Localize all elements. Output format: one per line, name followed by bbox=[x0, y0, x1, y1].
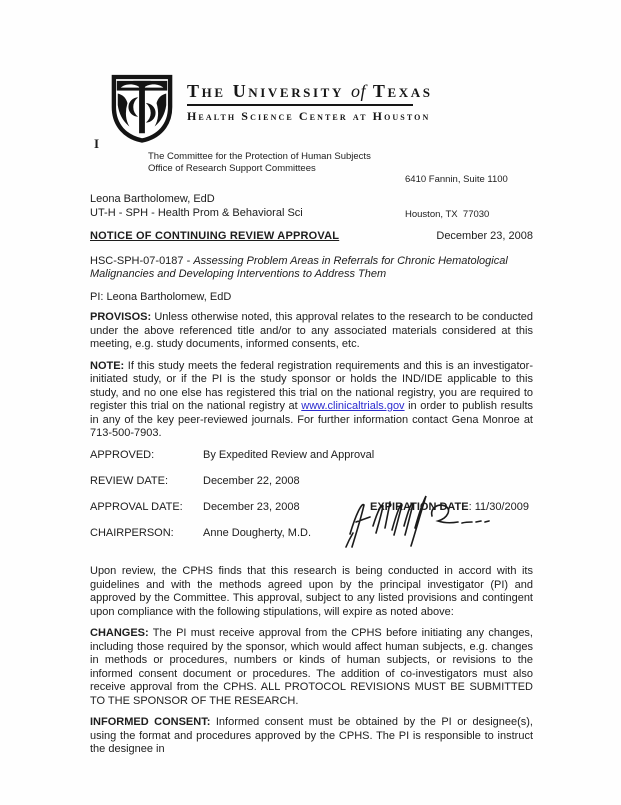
chairperson-signature-icon bbox=[340, 490, 495, 550]
protocol-separator: - bbox=[183, 254, 194, 267]
university-wordmark bbox=[187, 74, 433, 124]
informed-consent-label: INFORMED CONSENT: bbox=[90, 716, 211, 728]
changes-label: CHANGES: bbox=[90, 627, 149, 639]
changes-paragraph bbox=[90, 627, 533, 708]
upon-review-paragraph: Upon review, the CPHS finds that this research is being conducted in accord with its guidelines and with the methods agreed upon by the principal investigator (PI) and approved by the Committee. This approval, subject to any listed provisions and contingent upon compliance with the following stipulations, will expire as noted above: bbox=[90, 565, 533, 618]
note-label: NOTE: bbox=[90, 359, 125, 372]
clinicaltrials-link[interactable]: www.clinicaltrials.gov bbox=[301, 400, 405, 412]
pi-label: PI: bbox=[90, 290, 107, 303]
protocol-title: Assessing Problem Areas in Referrals for Chronic Hematological Malignancies and Developing Interventions to Address Them bbox=[90, 254, 508, 280]
scan-artifact-mark: I bbox=[94, 136, 100, 151]
protocol-number: HSC-SPH-07-0187 bbox=[90, 254, 184, 267]
chairperson-label: CHAIRPERSON: bbox=[90, 526, 174, 539]
wordmark-post: Texas bbox=[372, 81, 433, 101]
recipient-name: Leona Bartholomew, EdD bbox=[90, 193, 215, 205]
notice-title: NOTICE OF CONTINUING REVIEW APPROVAL bbox=[90, 230, 340, 242]
chairperson-value: Anne Dougherty, M.D. bbox=[203, 526, 312, 539]
letter-body bbox=[90, 193, 533, 765]
expiration-value: : 11/30/2009 bbox=[468, 500, 529, 513]
provisos-label: PROVISOS: bbox=[90, 311, 152, 323]
provisos-paragraph bbox=[90, 311, 533, 352]
wordmark-line2: Health Science Center at Houston bbox=[187, 108, 431, 123]
informed-consent-text: Informed consent must be obtained by the PI or designee(s), using the format and procedures approved by the CPHS. The PI is responsible to instruct the designee in bbox=[90, 716, 533, 755]
provisos-text: Unless otherwise noted, this approval relates to the research to be conducted under the above referenced title and/or to any associated materials considered at this meeting, e.g. study documents, informed consents, etc. bbox=[90, 311, 533, 350]
approved-value: By Expedited Review and Approval bbox=[203, 448, 375, 461]
committee-line2: Office of Research Support Committees bbox=[148, 162, 316, 174]
address-line2: Houston, TX 77030 bbox=[405, 208, 490, 220]
informed-consent-paragraph bbox=[90, 716, 533, 757]
recipient-dept: UT-H - SPH - Health Prom & Behavioral Sci bbox=[90, 206, 303, 219]
review-date-row bbox=[90, 475, 533, 489]
protocol-block bbox=[90, 255, 533, 282]
letterhead bbox=[110, 74, 433, 144]
note-text-after: in order to publish results in any of the key peer-reviewed journals. For further information contact Gena Monroe at 713-500-7903. bbox=[90, 400, 534, 439]
wordmark-pre: The University bbox=[187, 81, 344, 101]
approval-date-row bbox=[90, 501, 533, 515]
approval-date-value: December 23, 2008 bbox=[203, 500, 300, 513]
committee-line1: The Committee for the Protection of Human Subjects bbox=[148, 151, 371, 162]
pi-line bbox=[90, 291, 533, 305]
recipient-block bbox=[90, 193, 533, 220]
pi-name: Leona Bartholomew, EdD bbox=[106, 290, 232, 303]
changes-text: The PI must receive approval from the CPHS before initiating any changes, including those required by the sponsor, which would affect human subjects, e.g. changes in methods or procedures, numbers or kinds of human subjects, or revisions to the informed consent document or procedures. The addition of co-investigators must also receive approval from the CPHS. ALL PROTOCOL REVISIONS MUST BE SUBMITTED TO THE SPONSOR OF THE RESEARCH. bbox=[90, 627, 533, 707]
approval-date-label: APPROVAL DATE: bbox=[90, 500, 183, 513]
expiration-date bbox=[370, 501, 529, 515]
wordmark-line1 bbox=[187, 81, 433, 102]
approved-label: APPROVED: bbox=[90, 448, 155, 461]
chairperson-row bbox=[90, 527, 533, 541]
wordmark-divider bbox=[187, 104, 413, 106]
notice-line bbox=[90, 230, 533, 244]
address-line1: 6410 Fannin, Suite 1100 bbox=[405, 174, 508, 185]
review-date-value: December 22, 2008 bbox=[203, 474, 300, 487]
approved-row bbox=[90, 449, 533, 463]
note-paragraph bbox=[90, 360, 533, 441]
note-text-before: If this study meets the federal registration requirements and this is an investigator-initiated study, or if the PI is the study sponsor or holds the IND/IDE applicable to this study, and no one else has registered this trial on the national registry, you are required to register this trial on the national registry at bbox=[90, 359, 533, 412]
wordmark-of: of bbox=[351, 81, 367, 101]
expiration-label: EXPIRATION DATE bbox=[370, 500, 469, 513]
committee-block bbox=[148, 151, 371, 174]
notice-date: December 23, 2008 bbox=[436, 230, 533, 242]
review-date-label: REVIEW DATE: bbox=[90, 474, 169, 487]
ut-shield-logo-icon bbox=[110, 74, 174, 144]
